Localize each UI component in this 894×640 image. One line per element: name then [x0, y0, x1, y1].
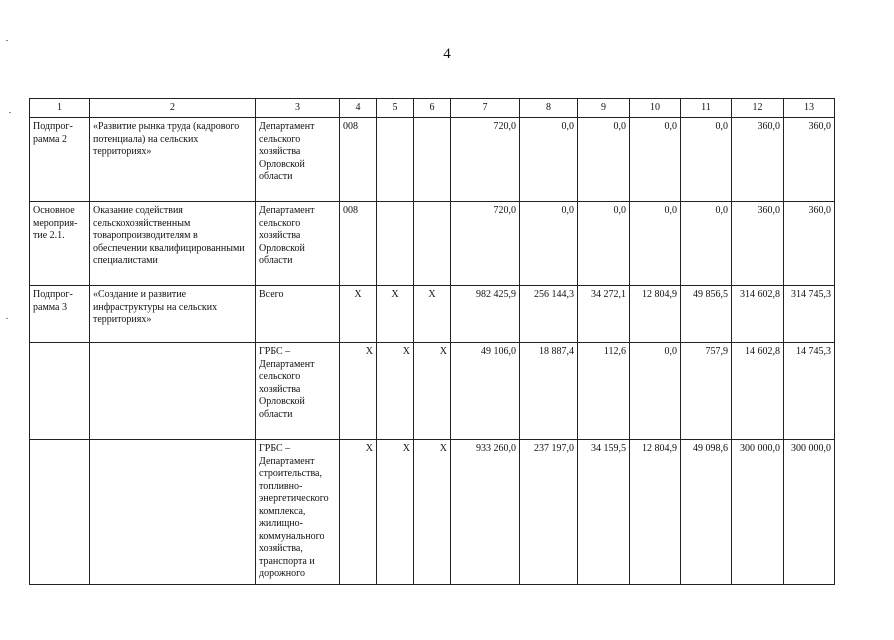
year-2022-cell: 0,0: [630, 118, 681, 202]
rz-pr-cell: Х: [377, 343, 414, 440]
header-cell: 2: [90, 99, 256, 118]
program-name-cell: [90, 343, 256, 440]
year-2024-cell: 314 602,8: [732, 286, 784, 343]
rz-pr-cell: [377, 202, 414, 286]
program-code-cell: Основное мероприя- тие 2.1.: [30, 202, 90, 286]
grbs-code-cell: 008: [340, 118, 377, 202]
header-cell: 5: [377, 99, 414, 118]
header-cell: 12: [732, 99, 784, 118]
budget-table: [29, 98, 835, 585]
csr-cell: Х: [414, 286, 451, 343]
executor-cell: Всего: [256, 286, 340, 343]
year-2020-cell: 256 144,3: [520, 286, 578, 343]
total-cell: 49 106,0: [451, 343, 520, 440]
executor-cell: Департамент сельского хозяйства Орловской области: [256, 202, 340, 286]
year-2024-cell: 300 000,0: [732, 440, 784, 585]
year-2025-cell: 314 745,3: [784, 286, 835, 343]
program-code-cell: [30, 343, 90, 440]
year-2025-cell: 300 000,0: [784, 440, 835, 585]
year-2021-cell: 112,6: [578, 343, 630, 440]
rz-pr-cell: Х: [377, 286, 414, 343]
executor-cell: ГРБС – Департамент строительства, топливно-энергетического комплекса, жилищно-коммунального хозяйства, транспорта и дорожного: [256, 440, 340, 585]
table-row: [30, 343, 835, 440]
year-2025-cell: 360,0: [784, 118, 835, 202]
year-2024-cell: 14 602,8: [732, 343, 784, 440]
grbs-code-cell: 008: [340, 202, 377, 286]
rz-pr-cell: Х: [377, 440, 414, 585]
program-code-cell: [30, 440, 90, 585]
table-row: [30, 440, 835, 585]
header-cell: 3: [256, 99, 340, 118]
header-cell: 1: [30, 99, 90, 118]
year-2024-cell: 360,0: [732, 202, 784, 286]
grbs-code-cell: Х: [340, 286, 377, 343]
csr-cell: [414, 118, 451, 202]
grbs-code-cell: Х: [340, 440, 377, 585]
total-cell: 982 425,9: [451, 286, 520, 343]
header-cell: 8: [520, 99, 578, 118]
grbs-code-cell: Х: [340, 343, 377, 440]
year-2020-cell: 0,0: [520, 202, 578, 286]
year-2023-cell: 49 098,6: [681, 440, 732, 585]
csr-cell: Х: [414, 440, 451, 585]
program-name-cell: «Развитие рынка труда (кадрового потенциала) на сельских территориях»: [90, 118, 256, 202]
page-number: 4: [443, 46, 451, 62]
year-2020-cell: 18 887,4: [520, 343, 578, 440]
table-row: [30, 286, 835, 343]
year-2021-cell: 34 159,5: [578, 440, 630, 585]
scan-mark: [9, 112, 11, 113]
program-code-cell: Подпрог- рамма 2: [30, 118, 90, 202]
table-row: [30, 118, 835, 202]
rz-pr-cell: [377, 118, 414, 202]
year-2023-cell: 0,0: [681, 118, 732, 202]
year-2025-cell: 360,0: [784, 202, 835, 286]
year-2023-cell: 0,0: [681, 202, 732, 286]
year-2025-cell: 14 745,3: [784, 343, 835, 440]
header-cell: 13: [784, 99, 835, 118]
program-name-cell: [90, 440, 256, 585]
header-cell: 7: [451, 99, 520, 118]
program-name-cell: Оказание содействия сельскохозяйственным товаропроизводителям в обеспечении квалифицированными специалистами: [90, 202, 256, 286]
executor-cell: Департамент сельского хозяйства Орловской области: [256, 118, 340, 202]
header-cell: 4: [340, 99, 377, 118]
scan-mark: [6, 40, 8, 41]
total-cell: 720,0: [451, 202, 520, 286]
header-cell: 10: [630, 99, 681, 118]
year-2023-cell: 757,9: [681, 343, 732, 440]
year-2021-cell: 0,0: [578, 202, 630, 286]
year-2020-cell: 0,0: [520, 118, 578, 202]
total-cell: 933 260,0: [451, 440, 520, 585]
header-row: [30, 99, 835, 118]
total-cell: 720,0: [451, 118, 520, 202]
table-row: [30, 202, 835, 286]
year-2022-cell: 0,0: [630, 343, 681, 440]
program-name-cell: «Создание и развитие инфраструктуры на сельских территориях»: [90, 286, 256, 343]
csr-cell: Х: [414, 343, 451, 440]
executor-cell: ГРБС – Департамент сельского хозяйства Орловской области: [256, 343, 340, 440]
scan-mark: [6, 318, 8, 319]
header-cell: 9: [578, 99, 630, 118]
year-2022-cell: 12 804,9: [630, 440, 681, 585]
year-2021-cell: 0,0: [578, 118, 630, 202]
csr-cell: [414, 202, 451, 286]
header-cell: 6: [414, 99, 451, 118]
year-2022-cell: 12 804,9: [630, 286, 681, 343]
year-2024-cell: 360,0: [732, 118, 784, 202]
program-code-cell: Подпрог- рамма 3: [30, 286, 90, 343]
year-2020-cell: 237 197,0: [520, 440, 578, 585]
year-2023-cell: 49 856,5: [681, 286, 732, 343]
header-cell: 11: [681, 99, 732, 118]
year-2021-cell: 34 272,1: [578, 286, 630, 343]
year-2022-cell: 0,0: [630, 202, 681, 286]
